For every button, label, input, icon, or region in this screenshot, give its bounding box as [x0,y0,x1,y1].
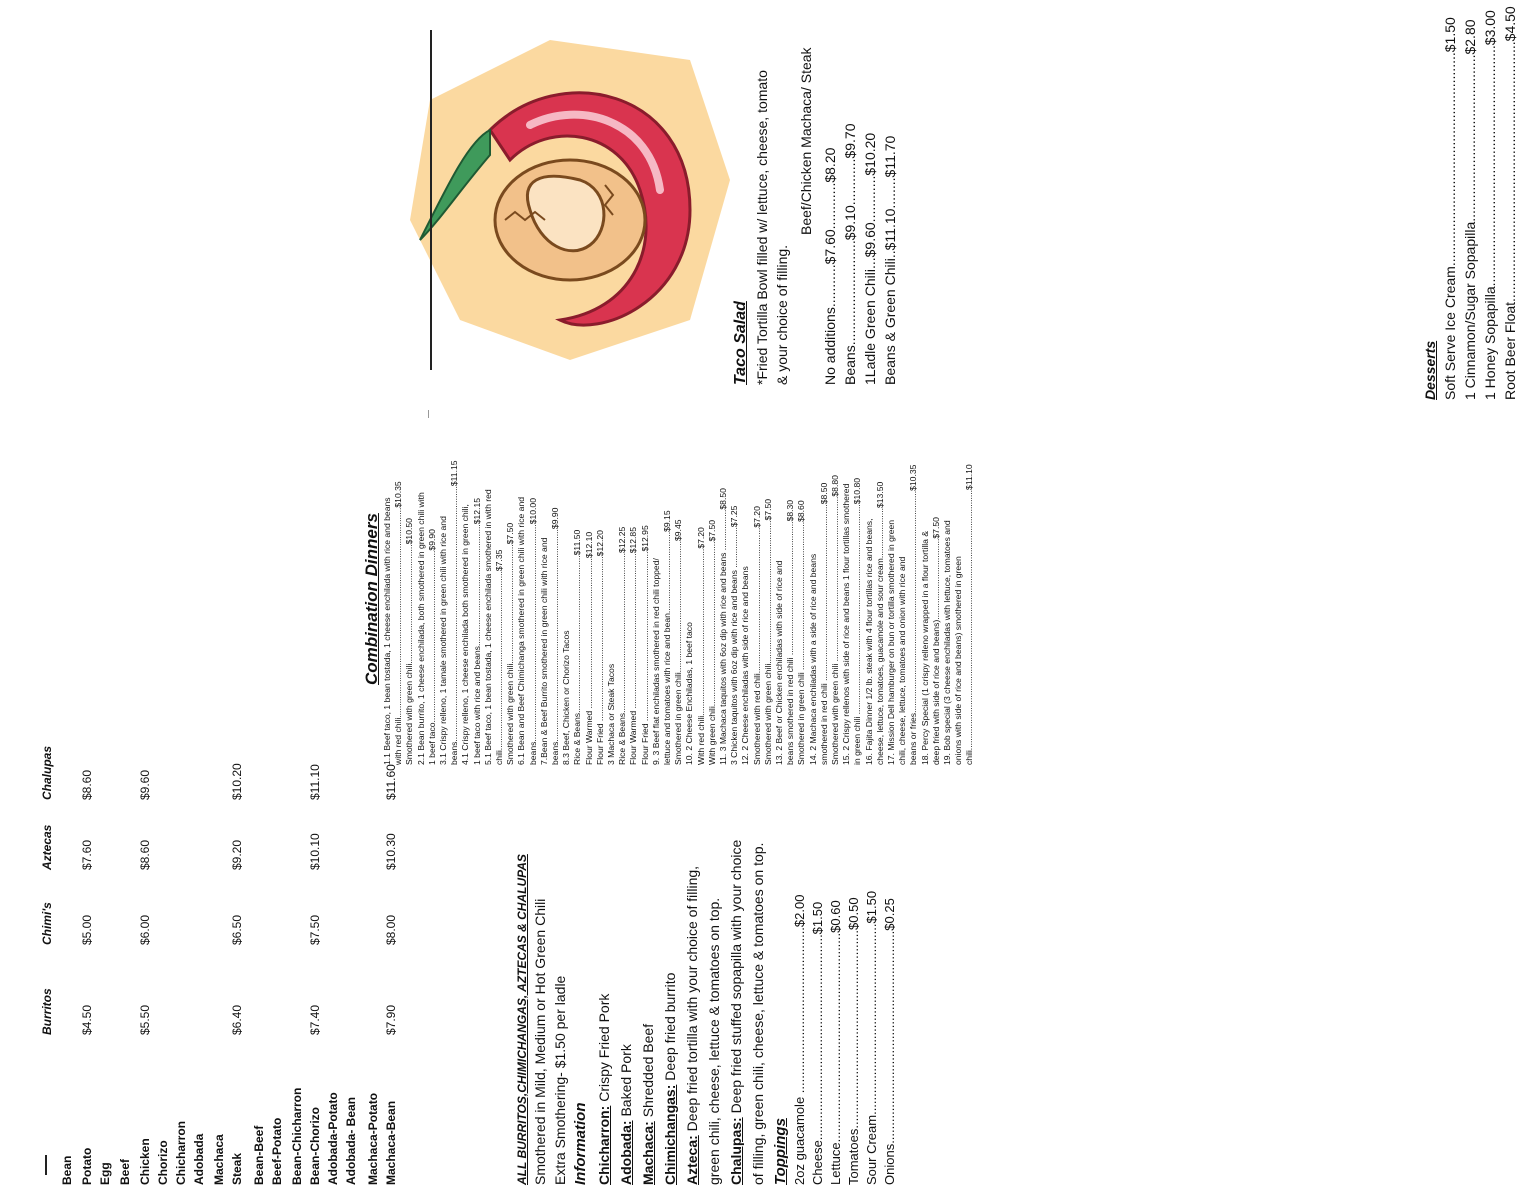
taco-salad-desc-1: *Fried Tortilla Bowl filled w/ lettuce, cheese, tomato [754,70,770,385]
combination-title: Combination Dinners [362,513,381,685]
taco-salad-row [882,136,898,385]
burrito-price: $6.00 [138,914,152,945]
combination-line: chili...........................................................................$7.35 [494,549,504,765]
taco-salad-dots: ............ [862,175,878,223]
burrito-price: $10.10 [308,833,322,870]
topping-name: Tomatoes....................................................... [846,929,861,1185]
combination-line: 11. 3 Machaca taquitos with 6oz dip with rice and beans .................$8.50 [718,488,728,765]
info-term: Azteca: [684,1135,700,1185]
combination-line: beans.........................................................................................$9.90 [550,507,560,765]
info-desc: Deep fried tortilla with your choice of filling, [684,865,700,1136]
taco-salad-heading: Taco Salad [732,301,749,385]
combination-line: smothered in red chili ..........................................................................$8.50 [818,482,829,765]
taco-salad-dots: ............ [822,182,838,230]
combination-line: 17. Mission Dell hamburger on bun or tortilla smothered in green [886,519,896,765]
info-term: Chimichangas: [662,1084,678,1185]
info-term: Chalupas: [728,1117,744,1185]
info-line [640,1024,656,1185]
combination-line: beans smothered in red chili ........................................................$8.30 [785,499,796,765]
burrito-name: Bean [60,1155,74,1185]
dessert-name: 1 Cinnamon/Sugar Sopapilla........................................... [1462,54,1478,400]
burrito-price: $7.60 [80,839,94,870]
combination-line: 8.3 Beef, Chicken or Chorizo Tacos [561,630,572,765]
topping-price: $1.50 [810,901,825,935]
taco-salad-price-beef: $11.10 [882,208,898,251]
info-desc: Deep fried stuffed sopapilla with your choice [728,839,744,1118]
burrito-name: Egg [98,1162,112,1185]
taco-salad-price-steak: $11.70 [882,135,898,178]
combination-line: 19. Bob special (3 cheese enchiladas with lettuce, tomatoes and [942,520,952,765]
topping-price: $0.25 [882,898,897,931]
topping-name: Lettuce.......................................................... [828,932,843,1185]
combination-line: 7.Bean & Beef Burrito smothered in green chili with rice and [538,537,549,765]
burrito-price: $6.50 [230,914,244,945]
burrito-name: Potato [80,1147,94,1185]
combination-line: 3 Machaca or Steak Tacos [606,663,616,765]
divider-mid-top [428,410,429,418]
burrito-name: Chicken [138,1138,152,1185]
burrito-price: $5.00 [80,914,94,945]
divider-right [430,30,432,370]
dessert-name: Root Beer Float................................................................... [1502,41,1518,400]
burrito-name: Steak [230,1152,244,1185]
taco-salad-desc-2: & your choice of filling. [774,244,790,385]
taco-salad-price-beef: $7.60 [822,229,838,265]
burrito-name: Adobada [192,1133,206,1185]
combination-line: 18. Percy Special (1 crispy relleno wrapped in a flour tortilla & [919,530,930,765]
info-desc: green chili, cheese, lettuce & tomatoes on top. [706,897,722,1185]
burrito-name: Adobada-Potato [326,1092,340,1185]
burrito-name: Chorizo [156,1140,170,1185]
combination-line: 13. 2 Beef or Chicken enchiladas with side of rice and [774,560,784,765]
combination-line: With green chili.....................................................................$7.50 [706,520,717,765]
combination-line: 16. Fajita Dinner 1/2 lb. steak with 4 flour tortillas rice and beans, [863,518,874,765]
burrito-price: $11.10 [308,764,322,800]
combination-line: Smothered in green chili ..............................................................$8.60 [796,500,807,765]
combination-line: Smothered with green chili .....................................................................$8.80 [830,475,840,765]
dessert-price: $3.00 [1482,10,1498,46]
combination-line: With red chili......................................................................$7.20 [695,527,706,765]
taco-salad-label: Beans & Green Chili.. [882,250,898,385]
combination-line: 3 Chicken taquitos with 6oz dip with rice and beans .................$7.25 [729,505,740,765]
taco-salad-dots: ........ [882,177,898,209]
all-burritos-heading: ALL BURRITOS,CHIMICHANGAS, AZTECAS & CHALUPAS [515,854,529,1185]
combination-line: Flour Fried .......................................................................$12.95 [639,525,650,765]
combination-line: lettuce and tomatoes with rice and bean..................................$9.15 [662,510,672,765]
burrito-name: Bean-Chicharron [290,1087,304,1185]
info-term: Chicharron: [596,1105,612,1185]
taco-salad-label: Beans........................... [842,240,858,385]
info-line [684,866,700,1185]
col-aztecas: Aztecas [40,824,54,870]
combination-line: cheese, lettuce, tomatoes, guacamole and sour cream.....................$13.50 [874,481,885,765]
topping-name: 2oz guacamole .............................................. [792,927,807,1185]
combination-line: Flour Warmed ...............................................................$12.10 [583,531,594,765]
combination-line: Smothered with green chili..................................................$10.50 [404,518,415,765]
combination-line: Smothered with green chili............................................................$7.50 [762,498,773,765]
burrito-name: Chicharron [174,1120,188,1185]
burrito-price: $7.50 [308,914,322,945]
burrito-price: $6.40 [230,1004,244,1035]
combination-line: 9. 3 Beef flat enchiladas smothered in red chili topped/ [650,558,661,765]
combination-line: 1 beef taco with rice and beans...................................................$12.15 [471,497,482,765]
info-line [706,898,722,1185]
info-desc: Shredded Beef [640,1023,656,1122]
burrito-name: Machaca-Potato [366,1092,380,1185]
topping-price: $0.50 [846,897,861,930]
burrito-name: Machaca [212,1134,226,1185]
burrito-name: Beef [118,1158,132,1185]
combination-line: 4.1 Crispy relleno, 1 cheese enchilada both smothered in green chili, [460,504,471,765]
smothered-text: Smothered in Mild, Medium or Hot Green Chili [532,898,548,1185]
topping-price: $2.00 [792,894,807,928]
combination-line: 6.1 Bean and Beef Chimichanga smothered in green chili with rice and [516,497,527,765]
col-chalupas: Chalupas [40,745,54,800]
burrito-name: Beef-Potato [270,1117,284,1185]
burrito-price: $10.20 [230,763,244,800]
combination-line: Smothered in green chili.......................................................$9.45 [673,519,684,765]
combination-line: Rice & Beans...................................................................$12.25 [617,526,628,765]
combination-line: in green chili ........................................................................................$10.80 [852,477,863,765]
burrito-price: $9.60 [138,769,152,800]
combination-line: Rice & Beans..................................................................$11.50 [572,529,583,765]
burrito-price: $7.90 [384,1004,398,1035]
combination-anchor [360,0,361,1]
combination-line: beans...........................................................................................$10.00 [527,498,538,765]
combination-line: 14. 2 Machaca enchiladas with a side of rice and beans [807,553,818,765]
col-chimis: Chimi's [40,902,54,945]
dessert-row [1502,6,1518,400]
combination-line: 1.1 Beef taco, 1 bean tostada, 1 cheese enchilada with rice and beans [382,497,392,765]
dessert-row [1462,19,1478,400]
combination-line: 12. 2 Cheese enchiladas with side of rice and beans [740,566,751,765]
combination-line: 3.1 Crispy relleno, 1 tamale smothered in green chili with rice and [438,516,448,765]
burrito-name: Bean-Beef [252,1125,266,1185]
salad-dessert-panel [732,6,1518,1185]
burrito-price: $8.60 [80,769,94,800]
dessert-price: $2.80 [1462,19,1478,55]
burrito-price: $9.20 [230,839,244,870]
combination-line: chili, cheese, lettuce, tomatoes and onion with rice and [897,556,908,765]
info-desc: Deep fried burrito [662,972,678,1085]
combination-line: 1 beef taco........................................................................$9.90 [426,529,437,765]
taco-salad-price-beef: $9.60 [862,222,878,258]
burrito-price: $10.30 [384,833,398,870]
taco-salad-row [822,148,838,385]
topping-price: $0.60 [828,900,843,933]
taco-salad-dots: ............ [842,158,858,206]
pepper-sombrero-illustration [390,20,750,380]
dessert-name: 1 Honey Sopapilla.............................................................. [1482,45,1498,400]
taco-salad-price-steak: $9.70 [842,123,858,159]
desserts-heading: Desserts [1422,340,1438,400]
taco-salad-row [862,133,878,385]
toppings-heading: Toppings [772,1118,789,1185]
taco-salad-price-steak: $8.20 [822,147,838,183]
topping-price: $1.50 [864,890,879,924]
taco-salad-price-beef: $9.10 [842,205,858,241]
burrito-price: $7.40 [308,1004,322,1035]
combination-line: 15. 2 Crispy rellenos with side of rice and beans 1 flour tortillas smothered [841,483,852,765]
col-burritos: Burritos [40,988,54,1035]
info-desc: of filling, green chili, cheese, lettuce & tomatoes on top. [750,842,766,1185]
combination-line: chili.............................................................................................................$11.10 [964,464,975,765]
burrito-price: $4.50 [80,1004,94,1035]
taco-salad-row [842,124,858,386]
combination-line: beans or fries.............................................................................................$10.35 [908,464,919,765]
info-term: Machaca: [640,1121,656,1185]
burrito-name: Machaca-Bean [384,1100,398,1185]
combination-line: Smothered with red chili.............................................................$7.20 [751,506,762,765]
taco-salad-col-header: Beef/Chicken Machaca/ Steak [798,47,814,235]
burrito-price: $8.00 [384,914,398,945]
taco-salad-price-steak: $10.20 [862,132,878,176]
topping-name: Sour Cream..................................................... [864,923,879,1185]
combination-line: beans...........................................................................................................$11.15 [449,460,460,765]
combination-line: deep fried with side of rice and beans)..................................$7.50 [930,517,941,765]
info-desc: Crispy Fried Pork [596,993,612,1106]
burrito-price: $11.60 [384,764,398,800]
divider-left-bottom [45,1155,47,1175]
taco-salad-label: No additions........... [822,264,838,385]
dessert-price: $4.50 [1502,6,1518,42]
topping-name: Onions........................................................... [882,930,897,1185]
combination-line: 2.1 Bean burrito, 1 cheese enchilada, both smothered in green chili with [415,492,426,765]
dessert-name: Soft Serve Ice Cream....................................................... [1442,52,1458,400]
info-term: Adobada: [618,1120,634,1185]
combination-line: Flour Fried .....................................................................$12.20 [594,530,605,765]
combination-line: Flour Warmed .................................................................$12.85 [628,527,639,765]
information-heading: Information [572,1102,589,1185]
combination-line: Smothered with green chili..................................................$7.50 [505,522,516,765]
burrito-name: Bean-Chorizo [308,1107,322,1185]
taco-salad-label: 1Ladle Green Chili... [862,257,878,385]
combination-line: onions with side of rice and beans) smothered in green [953,556,964,765]
dessert-price: $1.50 [1442,17,1458,53]
info-desc: Baked Pork [618,1044,634,1121]
dessert-row [1482,10,1498,400]
combination-line: 10. 2 Cheese Enchiladas, 1 beef taco [684,622,695,765]
burrito-name: Adobada- Bean [344,1096,358,1185]
info-line [662,973,678,1185]
combination-line: with red chili........................................................................................$10.35 [393,481,404,765]
extra-smothering-text: Extra Smothering- $1.50 per ladle [552,975,568,1185]
burrito-price: $5.50 [138,1004,152,1035]
dessert-row [1442,17,1458,400]
topping-name: Cheese......................................................... [810,934,825,1185]
combination-line: 5.1 Beef taco, 1 bean tostada, 1 cheese enchilada smothered in with red [482,489,493,765]
burrito-price: $8.60 [138,839,152,870]
